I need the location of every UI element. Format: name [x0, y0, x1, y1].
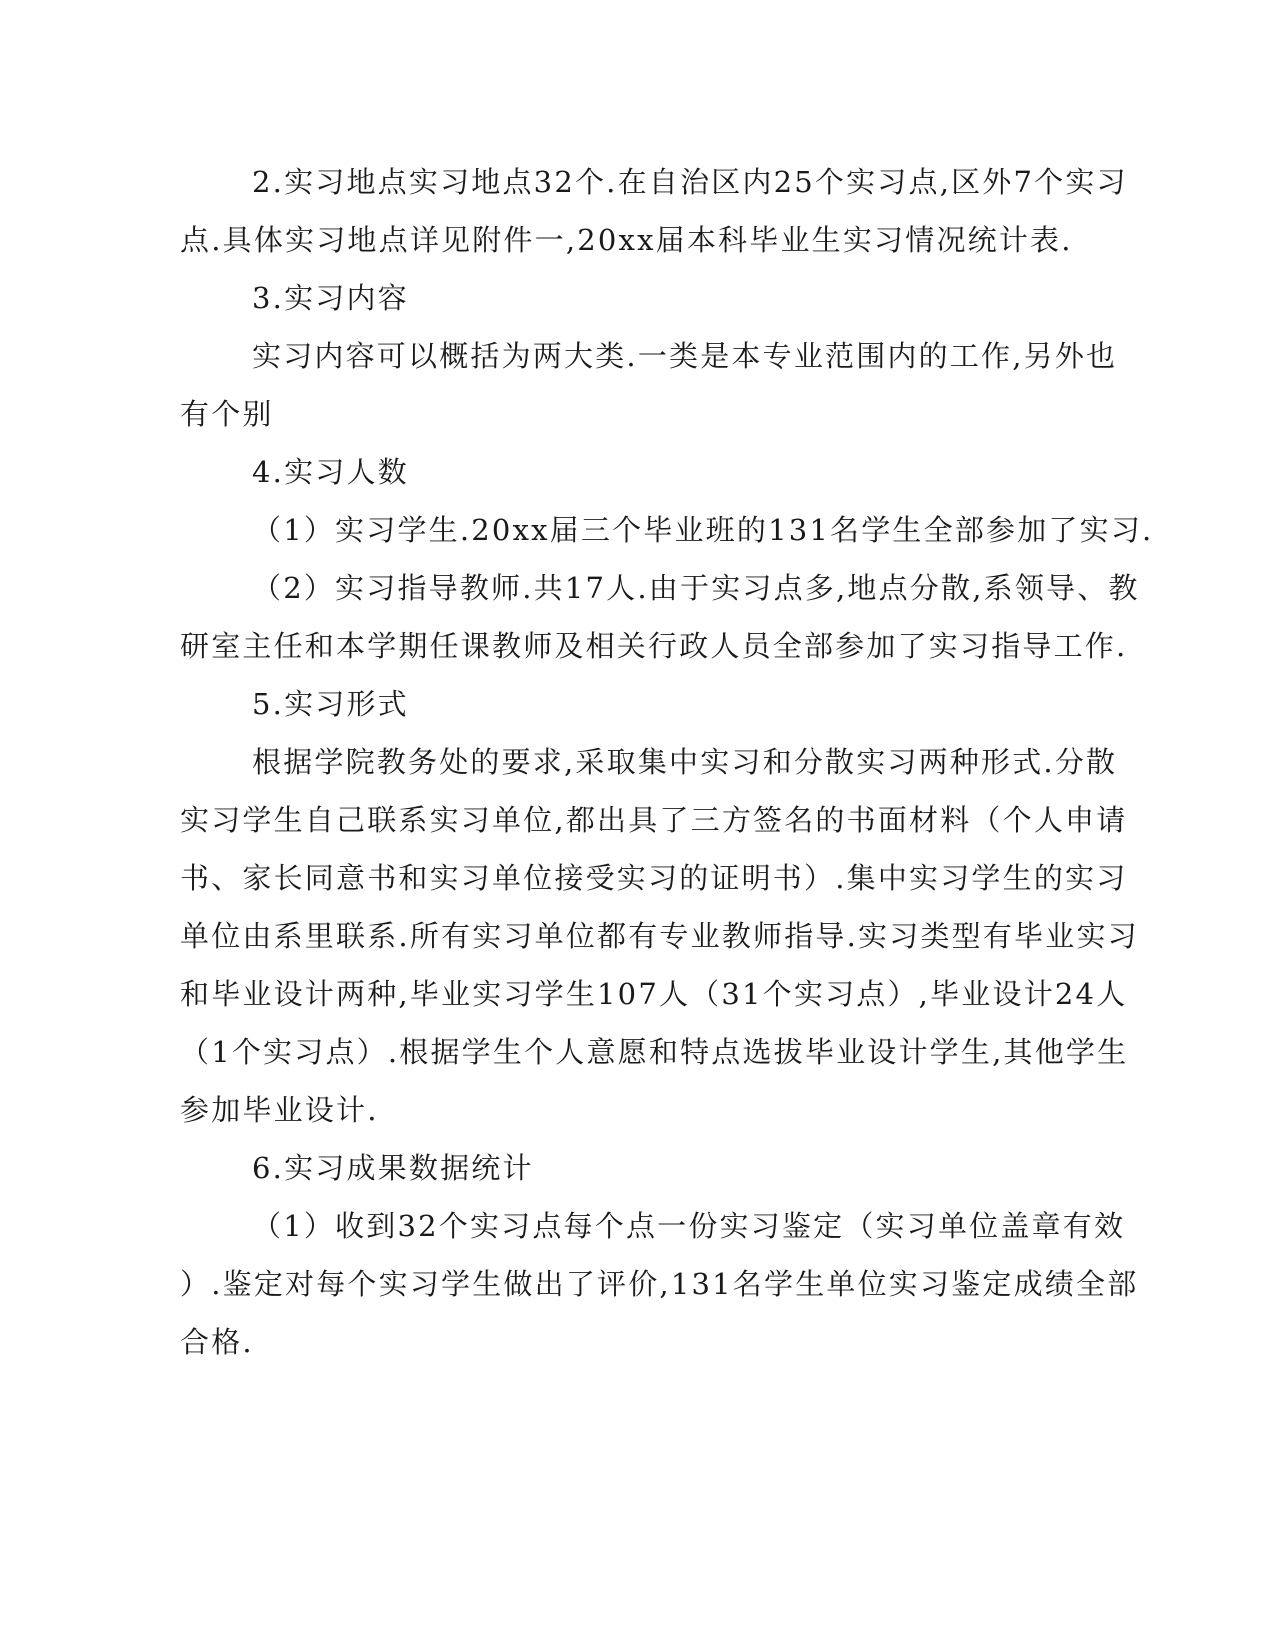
text-line: （2）实习指导教师.共17人.由于实习点多,地点分散,系领导、教	[252, 571, 1140, 605]
section-heading: 6.实习成果数据统计	[252, 1151, 534, 1185]
text-line: 有个别	[180, 397, 274, 431]
text-line: 点.具体实习地点详见附件一,20xx届本科毕业生实习情况统计表.	[180, 223, 1073, 257]
text-line: 研室主任和本学期任课教师及相关行政人员全部参加了实习指导工作.	[180, 629, 1128, 663]
text-line: 合格.	[180, 1325, 254, 1359]
text-line: 参加毕业设计.	[180, 1093, 379, 1127]
text-line: 书、家长同意书和实习单位接受实习的证明书）.集中实习学生的实习	[180, 861, 1128, 895]
section-heading: 4.实习人数	[252, 455, 409, 489]
text-line: 和毕业设计两种,毕业实习学生107人（31个实习点）,毕业设计24人	[180, 977, 1128, 1011]
text-line: ）.鉴定对每个实习学生做出了评价,131名学生单位实习鉴定成绩全部	[180, 1267, 1139, 1301]
text-line: 2.实习地点实习地点32个.在自治区内25个实习点,区外7个实习	[252, 165, 1128, 199]
text-line: （1个实习点）.根据学生个人意愿和特点选拔毕业设计学生,其他学生	[180, 1035, 1129, 1069]
text-line: 实习内容可以概括为两大类.一类是本专业范围内的工作,另外也	[252, 339, 1118, 373]
text-line: 根据学院教务处的要求,采取集中实习和分散实习两种形式.分散	[252, 745, 1118, 779]
text-line: 实习学生自己联系实习单位,都出具了三方签名的书面材料（个人申请	[180, 803, 1128, 837]
section-heading: 3.实习内容	[252, 281, 409, 315]
text-line: （1）收到32个实习点每个点一份实习鉴定（实习单位盖章有效	[252, 1209, 1126, 1243]
text-line: 单位由系里联系.所有实习单位都有专业教师指导.实习类型有毕业实习	[180, 919, 1139, 953]
text-line: （1）实习学生.20xx届三个毕业班的131名学生全部参加了实习.	[252, 513, 1154, 547]
section-heading: 5.实习形式	[252, 687, 409, 721]
